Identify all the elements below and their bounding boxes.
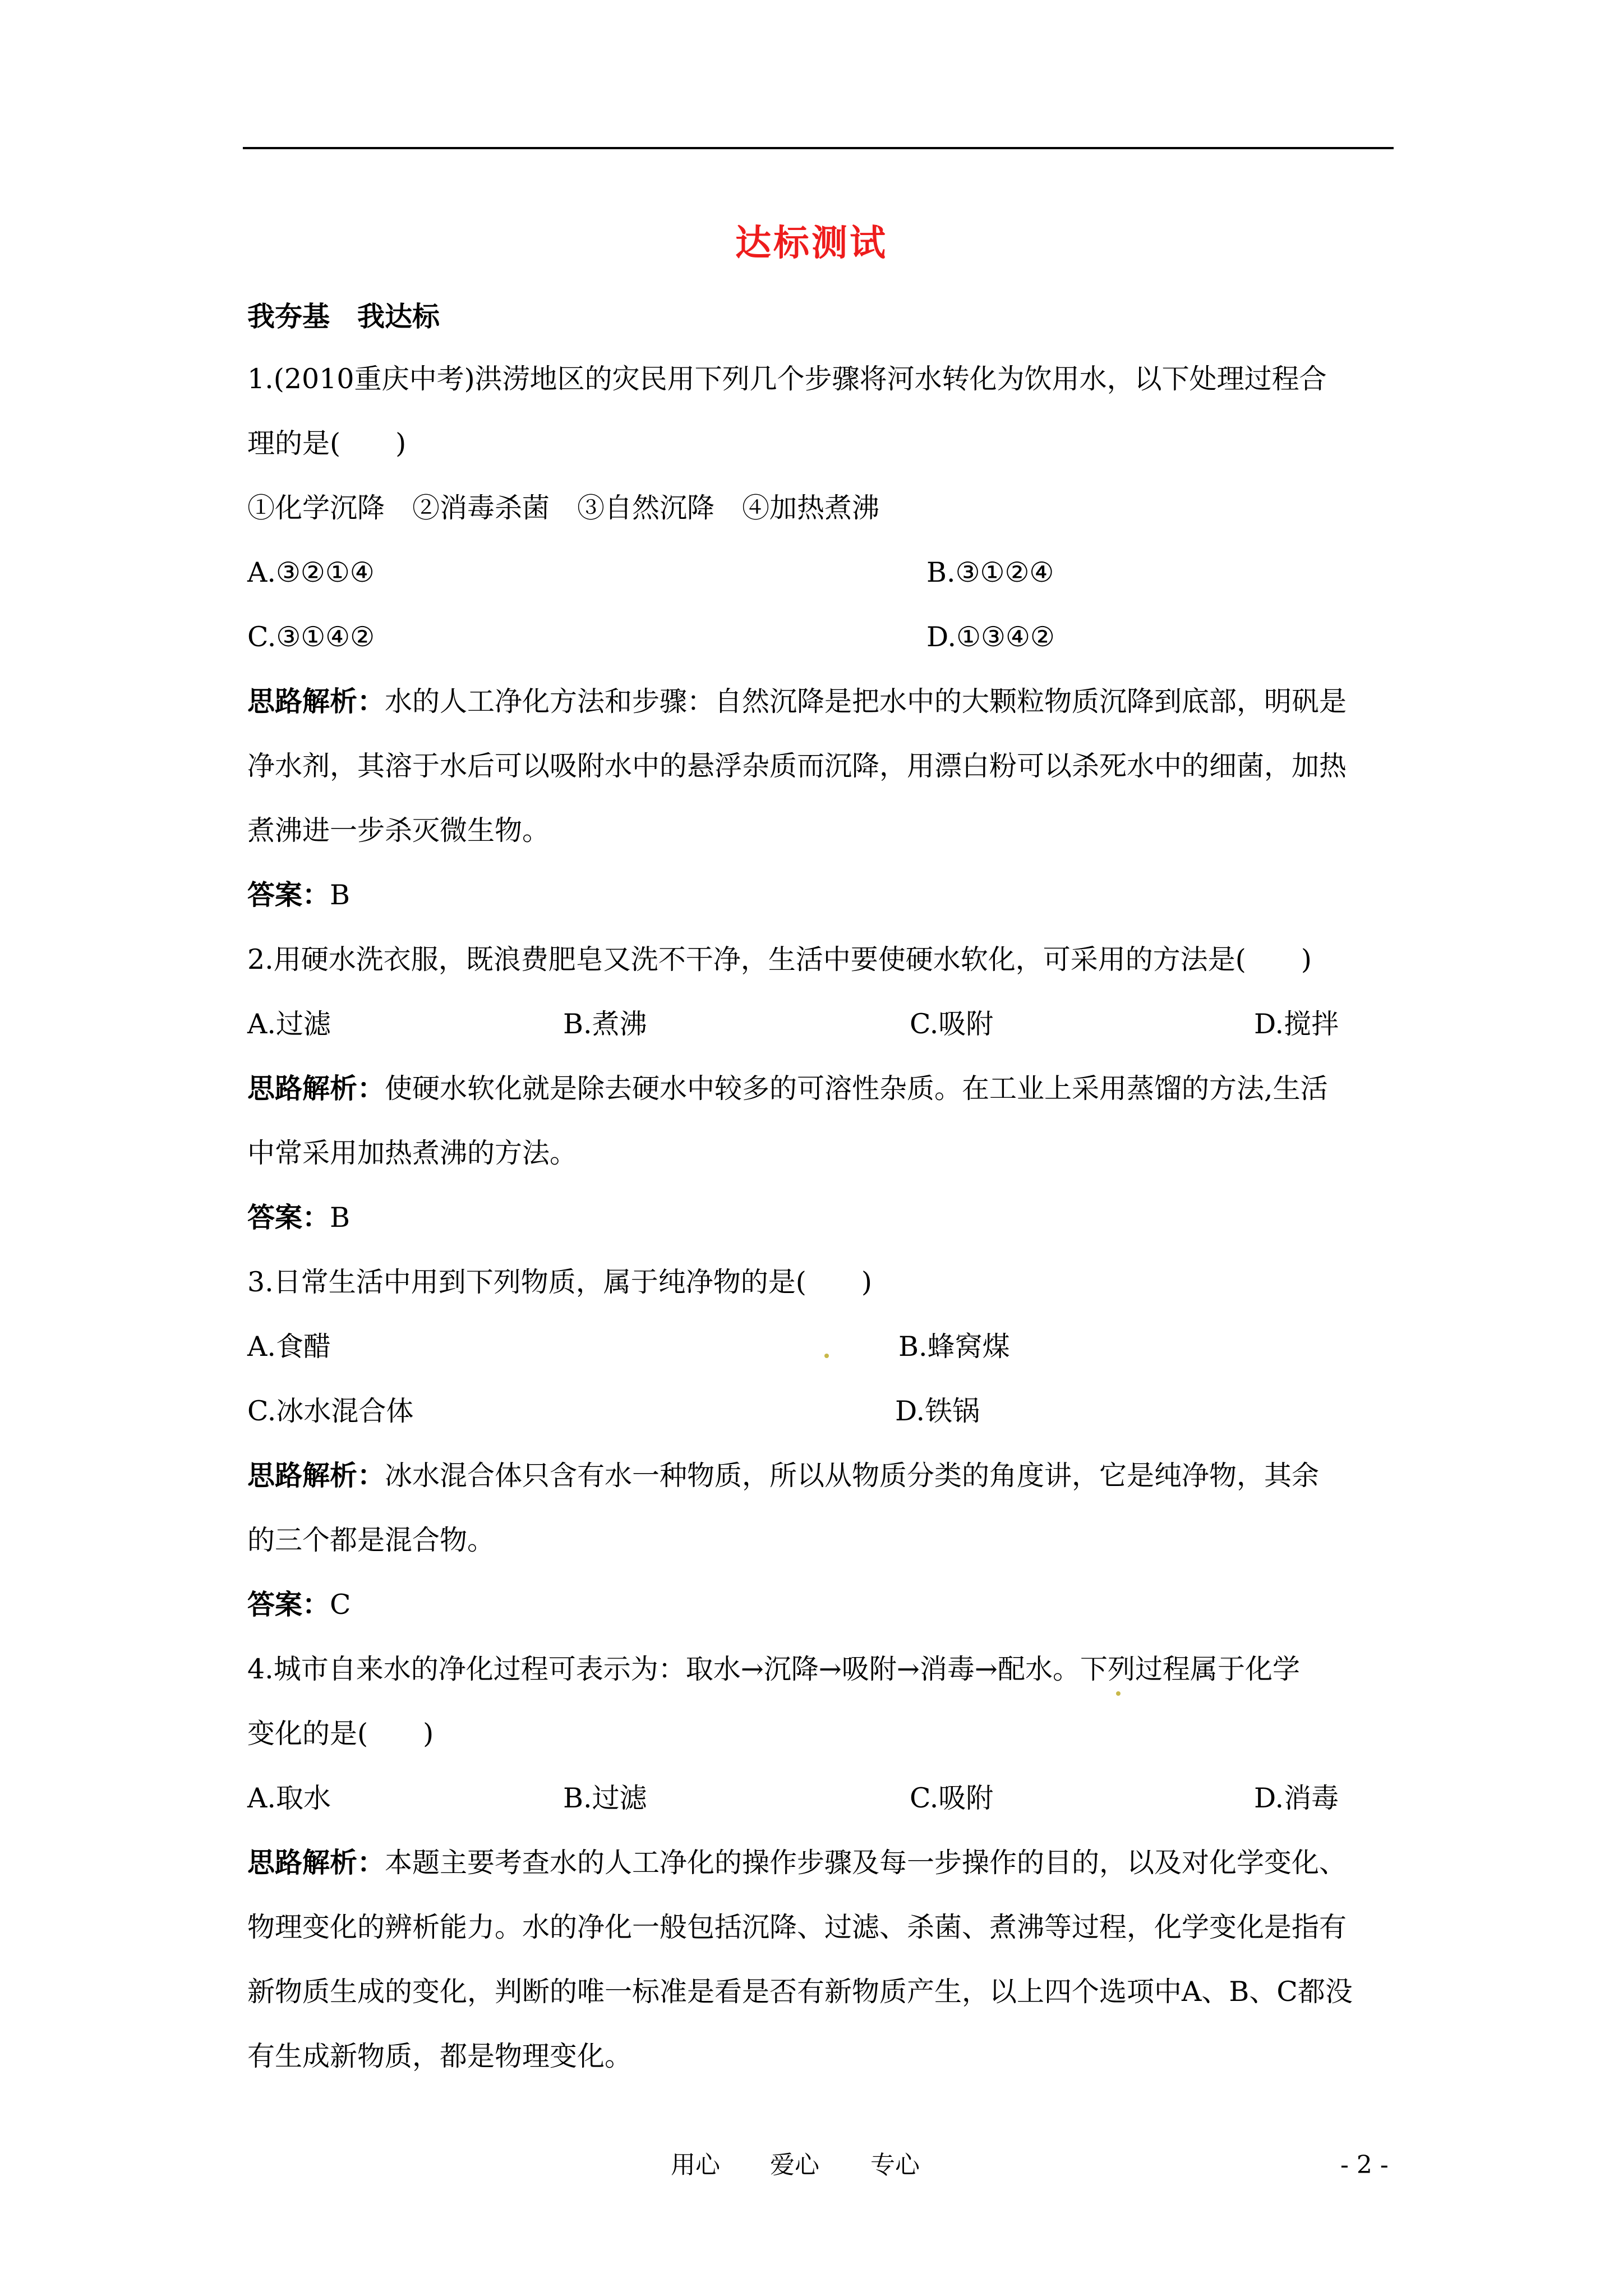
answer-value: C bbox=[330, 1589, 351, 1621]
q4-analysis-line2: 物理变化的辨析能力。水的净化一般包括沉降、过滤、杀菌、煮沸等过程，化学变化是指有 bbox=[247, 1911, 1347, 1943]
q1-option-b: B.③①②④ bbox=[926, 556, 1054, 588]
q1-stem-line1: 1.(2010重庆中考)洪涝地区的灾民用下列几个步骤将河水转化为饮用水，以下处理过程合 bbox=[247, 363, 1327, 395]
q3-option-a: A.食醋 bbox=[247, 1331, 331, 1363]
q2-option-a: A.过滤 bbox=[247, 1008, 331, 1040]
footer-motto-3: 专心 bbox=[870, 2151, 920, 2179]
analysis-label: 思路解析： bbox=[247, 685, 385, 717]
q1-analysis-line2: 净水剂，其溶于水后可以吸附水中的悬浮杂质而沉降，用漂白粉可以杀死水中的细菌，加热 bbox=[247, 750, 1347, 782]
analysis-label: 思路解析： bbox=[247, 1072, 385, 1105]
q2-analysis-line2: 中常采用加热煮沸的方法。 bbox=[247, 1137, 578, 1169]
q3-analysis-line2: 的三个都是混合物。 bbox=[247, 1524, 495, 1556]
q1-steps: ①化学沉降 ②消毒杀菌 ③自然沉降 ④加热煮沸 bbox=[247, 492, 880, 524]
q2-stem: 2.用硬水洗衣服，既浪费肥皂又洗不干净，生活中要使硬水软化，可采用的方法是( ) bbox=[247, 944, 1312, 976]
q4-analysis-line1 bbox=[247, 1846, 1347, 1879]
q4-stem-line1: 4.城市自来水的净化过程可表示为：取水→沉降→吸附→消毒→配水。下列过程属于化学 bbox=[247, 1653, 1300, 1685]
answer-value: B bbox=[330, 879, 351, 911]
q4-option-b: B.过滤 bbox=[563, 1782, 647, 1814]
q4-option-a: A.取水 bbox=[247, 1782, 331, 1814]
q2-answer bbox=[247, 1201, 351, 1234]
page-number: - 2 - bbox=[1340, 2151, 1389, 2179]
q1-stem-line2: 理的是( ) bbox=[247, 427, 407, 459]
q3-option-c: C.冰水混合体 bbox=[247, 1395, 414, 1427]
answer-label: 答案： bbox=[247, 1201, 330, 1234]
q2-option-d: D.搅拌 bbox=[1254, 1008, 1339, 1040]
analysis-text: 使硬水软化就是除去硬水中较多的可溶性杂质。在工业上采用蒸馏的方法,生活 bbox=[385, 1073, 1328, 1105]
scan-speck bbox=[824, 1354, 829, 1358]
q1-option-c: C.③①④② bbox=[247, 621, 375, 653]
analysis-text: 本题主要考查水的人工净化的操作步骤及每一步操作的目的，以及对化学变化、 bbox=[385, 1847, 1347, 1879]
answer-label: 答案： bbox=[247, 878, 330, 911]
q1-option-a: A.③②①④ bbox=[247, 556, 375, 588]
analysis-text: 水的人工净化方法和步骤：自然沉降是把水中的大颗粒物质沉降到底部，明矾是 bbox=[385, 685, 1347, 717]
q4-stem-line2: 变化的是( ) bbox=[247, 1718, 434, 1750]
q3-option-d: D.铁锅 bbox=[895, 1395, 980, 1427]
q3-analysis-line1 bbox=[247, 1459, 1320, 1492]
header-rule bbox=[243, 147, 1394, 149]
answer-value: B bbox=[330, 1202, 351, 1234]
q4-analysis-line3: 新物质生成的变化，判断的唯一标准是看是否有新物质产生，以上四个选项中A、B、C都没 bbox=[247, 1976, 1353, 2008]
q4-analysis-line4: 有生成新物质，都是物理变化。 bbox=[247, 2040, 633, 2072]
footer-motto-1: 用心 bbox=[671, 2151, 720, 2179]
q2-option-c: C.吸附 bbox=[910, 1008, 994, 1040]
q2-option-b: B.煮沸 bbox=[563, 1008, 647, 1040]
footer-motto-2: 爱心 bbox=[770, 2151, 819, 2179]
answer-label: 答案： bbox=[247, 1588, 330, 1621]
q1-analysis-line3: 煮沸进一步杀灭微生物。 bbox=[247, 815, 550, 846]
q1-answer bbox=[247, 878, 351, 911]
q3-answer bbox=[247, 1588, 351, 1621]
analysis-label: 思路解析： bbox=[247, 1459, 385, 1492]
analysis-text: 冰水混合体只含有水一种物质，所以从物质分类的角度讲，它是纯净物，其余 bbox=[385, 1460, 1320, 1492]
q4-option-c: C.吸附 bbox=[910, 1782, 994, 1814]
analysis-label: 思路解析： bbox=[247, 1846, 385, 1879]
q3-stem: 3.日常生活中用到下列物质，属于纯净物的是( ) bbox=[247, 1266, 872, 1298]
q2-analysis-line1 bbox=[247, 1072, 1328, 1105]
q1-option-d: D.①③④② bbox=[926, 621, 1055, 653]
q3-option-b: B.蜂窝煤 bbox=[898, 1331, 1010, 1363]
scan-speck bbox=[1116, 1691, 1121, 1696]
section-heading: 我夯基 我达标 bbox=[247, 300, 440, 333]
q4-option-d: D.消毒 bbox=[1254, 1782, 1339, 1814]
q1-analysis-line1 bbox=[247, 685, 1347, 717]
page-title: 达标测试 bbox=[735, 222, 888, 264]
